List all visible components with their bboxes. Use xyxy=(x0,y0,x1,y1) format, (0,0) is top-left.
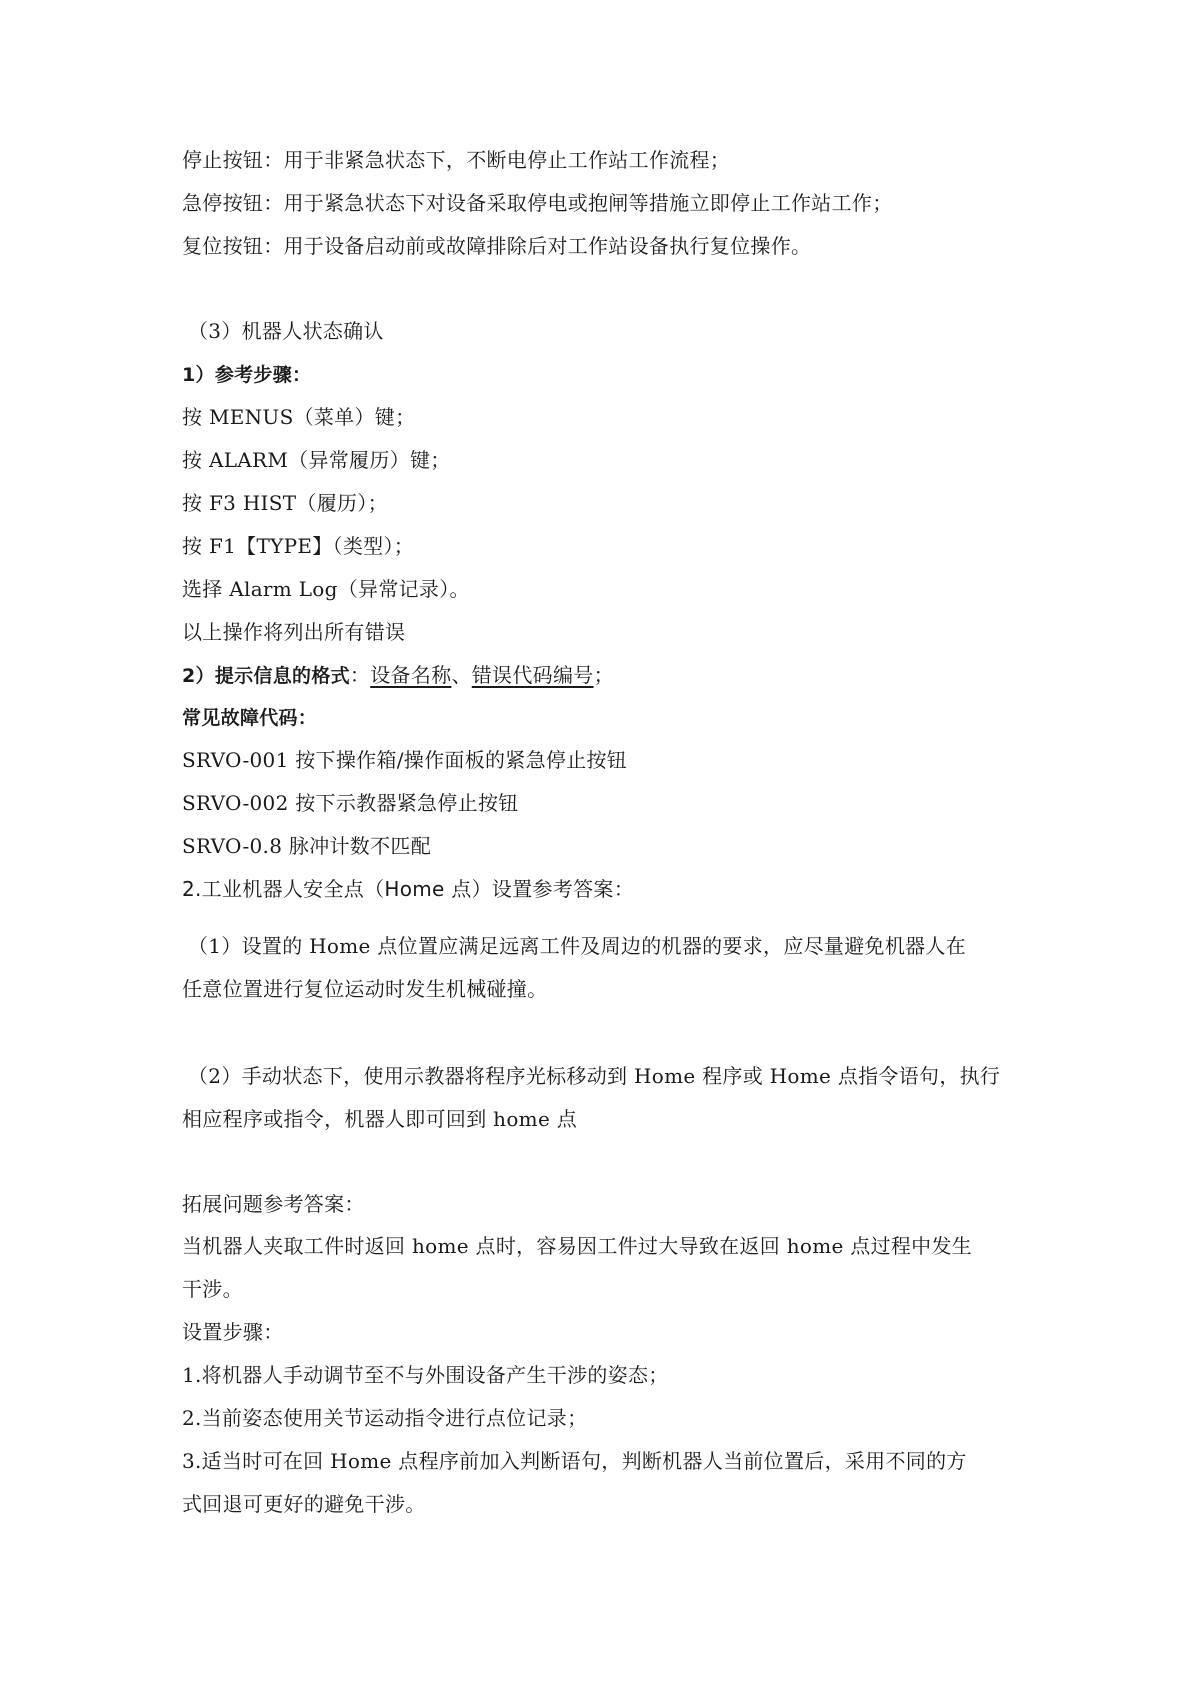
step-item: 按 ALARM（异常履历）键； xyxy=(182,448,451,472)
stop-button-description: 停止按钮：用于非紧急状态下，不断电停止工作站工作流程； xyxy=(182,148,731,172)
extension-heading: 拓展问题参考答案： xyxy=(182,1192,365,1216)
message-format-error-code: 错误代码编号 xyxy=(471,663,594,687)
fault-code-item: SRVO-0.8 脉冲计数不匹配 xyxy=(182,834,431,858)
home-paragraph-2-line-2: 相应程序或指令，机器人即可回到 home 点 xyxy=(182,1107,578,1131)
setup-step-3-line-1: 3.适当时可在回 Home 点程序前加入判断语句，判断机器人当前位置后，采用不同的方 xyxy=(182,1449,967,1473)
extension-line-2: 干涉。 xyxy=(182,1277,243,1301)
step-item: 按 F3 HIST（履历）； xyxy=(182,491,388,515)
message-format-colon: ： xyxy=(349,663,371,687)
setup-step-3-line-2: 式回退可更好的避免干涉。 xyxy=(182,1492,426,1516)
home-section-heading: 2.工业机器人安全点（Home 点）设置参考答案： xyxy=(182,877,635,901)
fault-code-item: SRVO-001 按下操作箱/操作面板的紧急停止按钮 xyxy=(182,748,628,772)
emergency-stop-description: 急停按钮：用于紧急状态下对设备采取停电或抱闸等措施立即停止工作站工作； xyxy=(182,191,893,215)
step-item: 按 MENUS（菜单）键； xyxy=(182,405,416,429)
message-format-end: ； xyxy=(593,663,614,687)
robot-status-heading: （3）机器人状态确认 xyxy=(188,319,384,343)
setup-step-2: 2.当前姿态使用关节运动指令进行点位记录； xyxy=(182,1406,588,1430)
setup-step-1: 1.将机器人手动调节至不与外围设备产生干涉的姿态； xyxy=(182,1363,669,1387)
step-item: 选择 Alarm Log（异常记录）。 xyxy=(182,577,470,601)
home-paragraph-2-line-1: （2）手动状态下，使用示教器将程序光标移动到 Home 程序或 Home 点指令语句，执行 xyxy=(188,1064,1001,1088)
step-item: 按 F1【TYPE】（类型）； xyxy=(182,534,415,558)
fault-codes-heading: 常见故障代码： xyxy=(182,707,318,729)
fault-code-item: SRVO-002 按下示教器紧急停止按钮 xyxy=(182,791,519,815)
steps-heading: 1）参考步骤： xyxy=(182,364,312,386)
setup-steps-heading: 设置步骤： xyxy=(182,1320,284,1344)
step-item: 以上操作将列出所有错误 xyxy=(182,620,406,644)
extension-line-1: 当机器人夹取工件时返回 home 点时，容易因工件过大导致在返回 home 点过程中发生 xyxy=(182,1234,973,1258)
home-paragraph-1-line-2: 任意位置进行复位运动时发生机械碰撞。 xyxy=(182,977,548,1001)
message-format-line xyxy=(182,661,614,690)
home-paragraph-1-line-1: （1）设置的 Home 点位置应满足远离工件及周边的机器的要求，应尽量避免机器人在 xyxy=(188,934,967,958)
message-format-label: 2）提示信息的格式 xyxy=(182,665,350,687)
message-format-device-name: 设备名称 xyxy=(370,663,452,687)
reset-button-description: 复位按钮：用于设备启动前或故障排除后对工作站设备执行复位操作。 xyxy=(182,234,812,258)
message-format-separator: 、 xyxy=(451,663,472,687)
